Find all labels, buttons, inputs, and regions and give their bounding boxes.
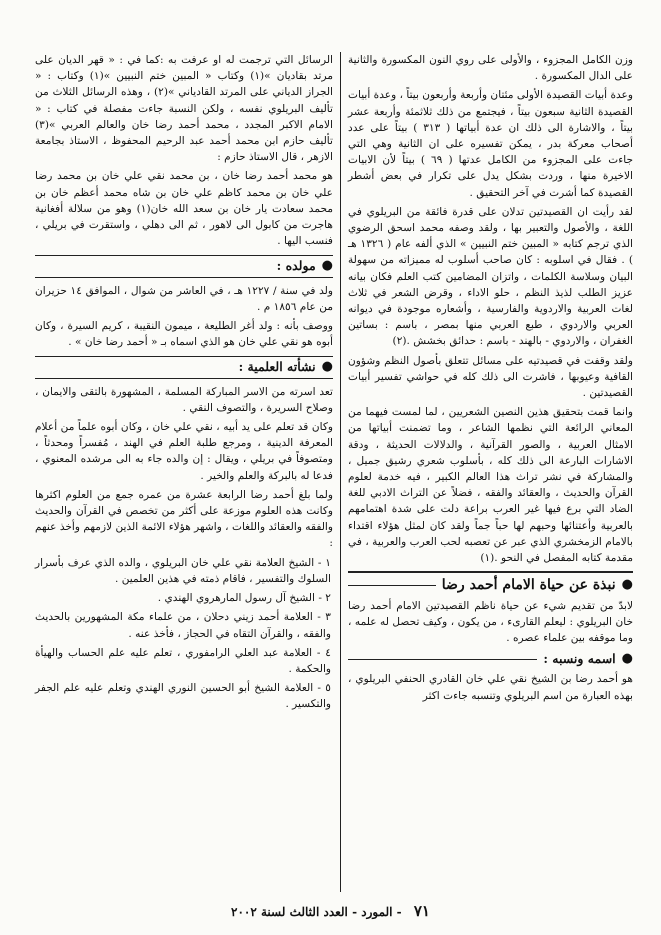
page-number: ٧١ (413, 902, 430, 920)
list-item: ٥ - العلامة الشيخ أبو الحسين النوري الهندي وتعلم عليه علم الجفر والتكسير . (35, 682, 331, 711)
paragraph: لقد رأيت ان القصيدتين تدلان على قدرة فائقة من البريلوي في اللغة ، والأصول والتعبير بها ، ولقد وصفه محمد اسحق الرضوي الذي ترجم كتابه « المبين ختم النبيين » الذي ألفه عام ( ١٣٢٦ هـ ) . فقال في اسلوبه : كان صاحب أسلوب له مميزاته من سهولة البيان وسلاسة الكلمات ، واتزان المضامين كتب العلم فكان بيانه عزيز الطلب لذيذ النظم ، حلو الاداء ، وقرض الشعر في ثلاث لغات العربية والاردوية والفارسية ، وأشعاره موجودة في ديوانه العربي والاردوي ، طبع العربي منها بمصر ، باسم : بساتين الغفران ، والاردوي - بالهند - باسم : حدائق بخشش .(٢) (348, 205, 633, 348)
section-heading-birth (35, 255, 333, 277)
heading-text: مولده : (276, 258, 316, 274)
list-item: ١ - الشيخ العلامة نقي علي خان البريلوي ، والده الذي عرف بأسرار السلوك والتفسير ، فاقام ذمته في هذين العلمين . (35, 556, 331, 585)
paragraph: هو محمد أحمد رضا خان ، بن محمد نقي علي خان بن محمد رضا علي خان بن محمد كاظم علي خان بن شاه محمد أعظم خان بن محمد سعادت يار خان بن سعد الله خان(١) وهو من سلالة أفغانية هاجرت من كابول الى لاهور ، ثم الى دهلي ، واستقرت في بريلي ، فنسب اليها . (35, 170, 333, 248)
section-heading-name (348, 651, 633, 667)
heading-text: نبذة عن حياة الامام أحمد رضا (441, 577, 616, 594)
paragraph: الرسائل التي ترجمت له او عرفت به :كما في : « قهر الديان على مرتد بقاديان »(١) وكتاب « المبين ختم النبيين »(١) وكتاب : « الجراز الدياني على المرتد القادياني »(٢) ، وهذه الرسائل الثلاث من تأليف البريلوي نفسه ، ولكن النسبة جاءت مفصلة في كتاب : « الامام الاكبر المجدد ، محمد أحمد رضا خان والعالم العربي »(٣) تأليف حازم ابن محمد أحمد عبد الرحيم المحفوظ ، الاستاذ بجامعة الازهر ، قال الاستاذ حازم : (35, 54, 334, 164)
bullet-icon: ● (321, 258, 333, 274)
right-column (348, 52, 633, 707)
paragraph: وانما قمت بتحقيق هذين النصين الشعريين ، لما لمست فيهما من المعاني الرائعة التي نظمها الشاعر ، وما تضمنت أبياتها من الامثال العربية ، والصور القرآنية ، والدلالات الحديثة ، ودقة الاشارات البارعة الى ذلك كله ، بأسلوب شعري رشيق جميل ، والمشاركة في نشر تراث هذا العالم الكبير ، فيه خدمة لعلوم القرآن والحديث ، والعقائد والفقه ، فضلاً عن التراث الادبي للغة الضاد التي برع فيها غير العرب براعة دلت على شدة اهتمامهم بالعربية وأعتنائها وحبهم لها حباً جماً ولقد كان لمثل هؤلاء اقتداء بالامام الزمخشري الذي عبر عن تعصبه لحب العرب والعربية ، في مقدمة كتابه المفصل في النحو .(١) (348, 406, 633, 565)
paragraph: ولقد وقفت في قصيدتيه على مسائل تتعلق بأصول النظم وشؤون القافية وعيوبها ، فاشرت الى ذلك كله في حواشي تفسير أبيات القصيدتين . (348, 354, 633, 400)
page-footer (0, 902, 661, 920)
heading-text: اسمه ونسبه : (543, 651, 616, 667)
paragraph: هو أحمد رضا بن الشيخ نقي علي خان القادري الحنفي البريلوي ، بهذه العبارة من اسم البريلوي وتنسبه جاءت اكثر (348, 673, 633, 702)
list-item: ٢ - الشيخ آل رسول المارهروي الهندي . (157, 592, 331, 605)
heading-text: نشأته العلمية : (238, 359, 316, 375)
bullet-icon: ● (321, 359, 333, 375)
section-heading-growth (35, 356, 333, 378)
paragraph: لابدّ من تقديم شيء عن حياة ناظم القصيدتين الامام أحمد رضا خان البريلوي : ليعلم القارىء ، من يكون ، وكيف تحصل له علمه ، وما موقفه بين علماء عصره . (348, 599, 633, 644)
heading-rule (348, 585, 436, 586)
column-divider (340, 52, 341, 892)
paragraph: ولد في سنة / ١٢٢٧ هـ ، في العاشر من شوال ، الموافق ١٤ حزيران من عام ١٨٥٦ م . (35, 284, 333, 313)
heading-rule (348, 659, 537, 660)
paragraph: تعد اسرته من الاسر المباركة المسلمة ، المشهورة بالتقى والايمان ، وصلاح السريرة ، والتصوف النقي . (35, 385, 333, 414)
paragraph: ولما بلغ أحمد رضا الرابعة عشرة من عمره جمع من العلوم اكثرها وكانت هذه العلوم موزعة على أكثر من تخصص في القرآن والحديث والفقه والعقائد واللغات ، واشهر هؤلاء الائمة الذين لازمهم وأخذ عنهم : (35, 488, 333, 550)
paragraph: وكان قد تعلم على يد أبيه ، نقي علي خان ، وكان أبوه علماً من أعلام المعرفة الدينية ، ومرجع طلبة العلم في الهند ، مُفسراً ومحدثاً ، ومتصوفاً في بريلي ، ويقال : إن والده جاء به الى مرشده المعنوي ، فدعا له بالبركة والعلم والخير . (35, 421, 333, 482)
paragraph: وزن الكامل المجزوء ، والأولى على روي النون المكسورة والثانية على الدال المكسورة . (348, 54, 633, 83)
list-item: ٤ - العلامة عبد العلي الرامفوري ، تعلم عليه علم الحساب والهيأة والحكمة . (35, 646, 331, 675)
paragraph: ووصف بأنه : ولد أغر الطليعة ، ميمون النقيبة ، كريم السيرة ، وكان أبوه هو نقي علي خان هو الذي اسماه بـ « أحمد رضا خان » . (35, 320, 333, 349)
bullet-icon: ● (621, 651, 633, 667)
list-item: ٣ - العلامة أحمد زيني دحلان ، من علماء مكة المشهورين بالحديث والفقه ، والقرآن التقاه في الحجاز ، فأخذ عنه . (35, 611, 331, 640)
left-column (35, 52, 333, 716)
section-heading-life (348, 571, 633, 593)
paragraph: وعدة أبيات القصيدة الأولى مئتان وأربعة وأربعون بيتاً ، وعدة أبيات القصيدة الثانية سبعون بيتاً ، فيجتمع من ذلك ثلاثمئة وأربعة عشر بيتاً ، والاشارة الى ذلك ان عدة أبياتها ( ٣١٣ ) بيتاً على عدد أصحاب معركة بدر ، يمكن تفسيره على ان الثانية وهي التي جاءت على المجزوء من الكامل عدتها ( ٦٩ ) بيتاً لأن الابيات الاخيرة منها ، وردت بشكل يدل على تكرار في بعض أشطر القصيدة كما أشرت في آخر التحقيق . (348, 89, 633, 199)
bullet-icon: ● (621, 577, 633, 593)
journal-info: - المورد - العدد الثالث لسنة ٢٠٠٢ (231, 905, 402, 919)
